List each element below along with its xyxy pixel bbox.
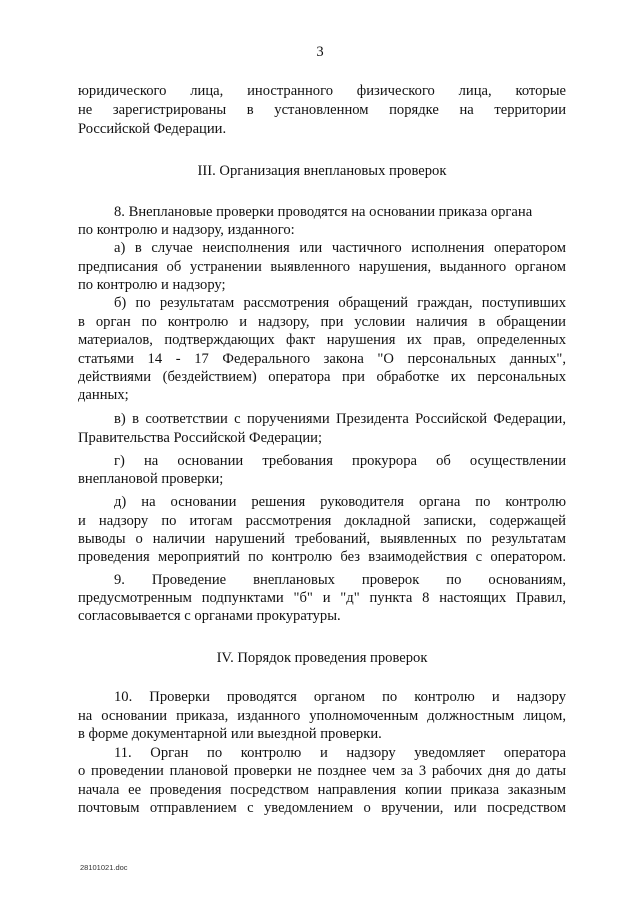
text-line: 10. Проверки проводятся органом по контролю и надзору xyxy=(114,689,566,705)
page-number: 3 xyxy=(316,44,324,60)
text-line: проведения мероприятий по контролю без взаимодействия с оператором. xyxy=(78,549,566,565)
section-heading: IV. Порядок проведения проверок xyxy=(216,650,428,666)
text-line: материалов, подтверждающих факт нарушения их прав, определенных xyxy=(78,332,566,348)
footer-filename: 28101021.doc xyxy=(80,863,128,872)
text-line: предписания об устранении выявленного нарушения, выданного органом xyxy=(78,259,566,275)
text-line: в) в соответствии с поручениями Президента Российской Федерации, xyxy=(114,411,566,427)
text-line: внеплановой проверки; xyxy=(78,471,224,487)
text-line: б) по результатам рассмотрения обращений граждан, поступивших xyxy=(114,295,566,311)
text-line: юридического лица, иностранного физического лица, которые xyxy=(78,83,566,99)
text-line: по контролю и надзору; xyxy=(78,277,226,293)
text-line: и надзору по итогам рассмотрения докладной записки, содержащей xyxy=(78,513,566,529)
section-heading: III. Организация внеплановых проверок xyxy=(197,163,447,179)
text-line: Российской Федерации. xyxy=(78,121,227,137)
text-line: в форме документарной или выездной проверки. xyxy=(78,726,382,742)
text-line: по контролю и надзору, изданного: xyxy=(78,222,295,238)
text-line: 9. Проведение внеплановых проверок по основаниям, xyxy=(114,572,566,588)
text-line: почтовым отправлением с уведомлением о вручении, или посредством xyxy=(78,800,566,816)
text-line: д) на основании решения руководителя органа по контролю xyxy=(114,494,566,510)
text-line: выводы о наличии нарушений требований, выявленных по результатам xyxy=(78,531,566,547)
text-line: начала ее проведения посредством направления копии приказа заказным xyxy=(78,782,566,798)
text-line: согласовывается с органами прокуратуры. xyxy=(78,608,341,624)
text-line: предусмотренным подпунктами "б" и "д" пункта 8 настоящих Правил, xyxy=(78,590,566,606)
text-line: на основании приказа, изданного уполномоченным должностным лицом, xyxy=(78,708,566,724)
text-line: г) на основании требования прокурора об осуществлении xyxy=(114,453,566,469)
text-line: о проведении плановой проверки не позднее чем за 3 рабочих дня до даты xyxy=(78,763,566,779)
text-line: 8. Внеплановые проверки проводятся на основании приказа органа xyxy=(114,204,533,220)
text-line: не зарегистрированы в установленном порядке на территории xyxy=(78,102,566,118)
text-line: статьями 14 - 17 Федерального закона "О персональных данных", xyxy=(78,351,566,367)
text-line: Правительства Российской Федерации; xyxy=(78,430,323,446)
text-line: а) в случае неисполнения или частичного исполнения оператором xyxy=(114,240,566,256)
text-line: действиями (бездействием) оператора при обработке их персональных xyxy=(78,369,566,385)
text-line: 11. Орган по контролю и надзору уведомляет оператора xyxy=(114,745,566,761)
text-line: данных; xyxy=(78,387,129,403)
text-line: в орган по контролю и надзору, при условии наличия в обращении xyxy=(78,314,566,330)
